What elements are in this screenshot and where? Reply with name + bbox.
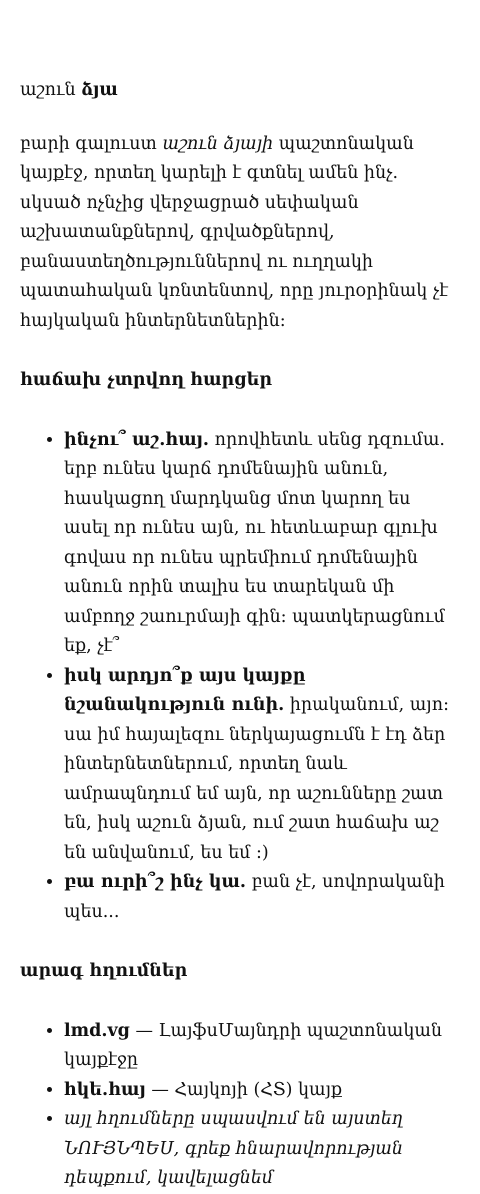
intro-after: պաշտոնական կայքէջ, որտեղ կարելի է գտնել ամեն ինչ. սկսած ոչնչից վերջացրած սեփական աշխատանքներով, գրվածքներով, բանաստեղծություններով ու ուղղակի պատահական կռնտենտով, որը յուրօրինակ չէ հայկական ինտերնետներին: — [20, 133, 449, 331]
faq-question: իսկ արդյո՞ք այս կայքը նշանակություն ունի. — [64, 665, 306, 715]
faq-question: ինչու՞ աշ.հայ. — [64, 429, 210, 450]
links-note: այլ հղումները սպասվում են այստեղ ՆՈՒՅՆՊԵՍ, գրեք հնարավորության դեպքում, կավելացնեմ — [64, 1109, 404, 1188]
intro-before: բարի գալուստ — [20, 133, 163, 154]
links-list — [20, 1017, 460, 1194]
link-hke-hay[interactable]: hկե.հայ — [64, 1079, 146, 1100]
faq-answer: իրականում, այո: սա իմ հայալեզու ներկայացումն է էդ ձեր ինտերնետներում, որտեղ նաև ամրապնդում եմ այն, որ աշունները շատ են, իսկ աշուն ձյան, ում շատ հաճախ աշ են անվանում, ես եմ :) — [64, 695, 449, 863]
faq-list — [20, 426, 460, 928]
faq-answer: որովհետև սենց դզումա. երբ ունես կարճ դոմենային անուն, հասկացող մարդկանց մոտ կարող ես ասել որ ունես այն, ու հետևաբար գլուխ գովաս որ ունես պրեմիում դոմենային անուն որին տալիս ես տարեկան մի ամբողջ շաուրմայի գին: պատկերացնում եք, չէ՞ — [64, 429, 445, 656]
site-title — [20, 76, 460, 106]
link-item — [64, 1105, 460, 1194]
link-lmd-vg[interactable]: lmd.vg — [64, 1020, 130, 1041]
faq-item — [64, 868, 460, 927]
intro-site-name: աշուն ձյայի — [162, 133, 274, 154]
faq-heading: հաճախ չտրվող հարցեր — [20, 370, 273, 390]
links-heading: արագ հղումներ — [20, 961, 188, 981]
faq-item — [64, 426, 460, 662]
intro-paragraph — [20, 130, 460, 337]
faq-item — [64, 662, 460, 869]
link-description: — ԼայֆսՄայնդրի պաշտոնական կայքէջը — [64, 1020, 443, 1070]
link-description: — Հայկոյի (ՀՏ) կայք — [145, 1079, 343, 1100]
faq-question: բա ուրի՞շ ինչ կա. — [64, 872, 247, 892]
site-title-plain: աշուն — [20, 80, 82, 100]
faq-answer: բան չէ, սովորականի պես... — [64, 872, 445, 922]
link-item — [64, 1017, 460, 1076]
link-item — [64, 1076, 460, 1106]
site-title-bold: ձյա — [81, 80, 118, 100]
